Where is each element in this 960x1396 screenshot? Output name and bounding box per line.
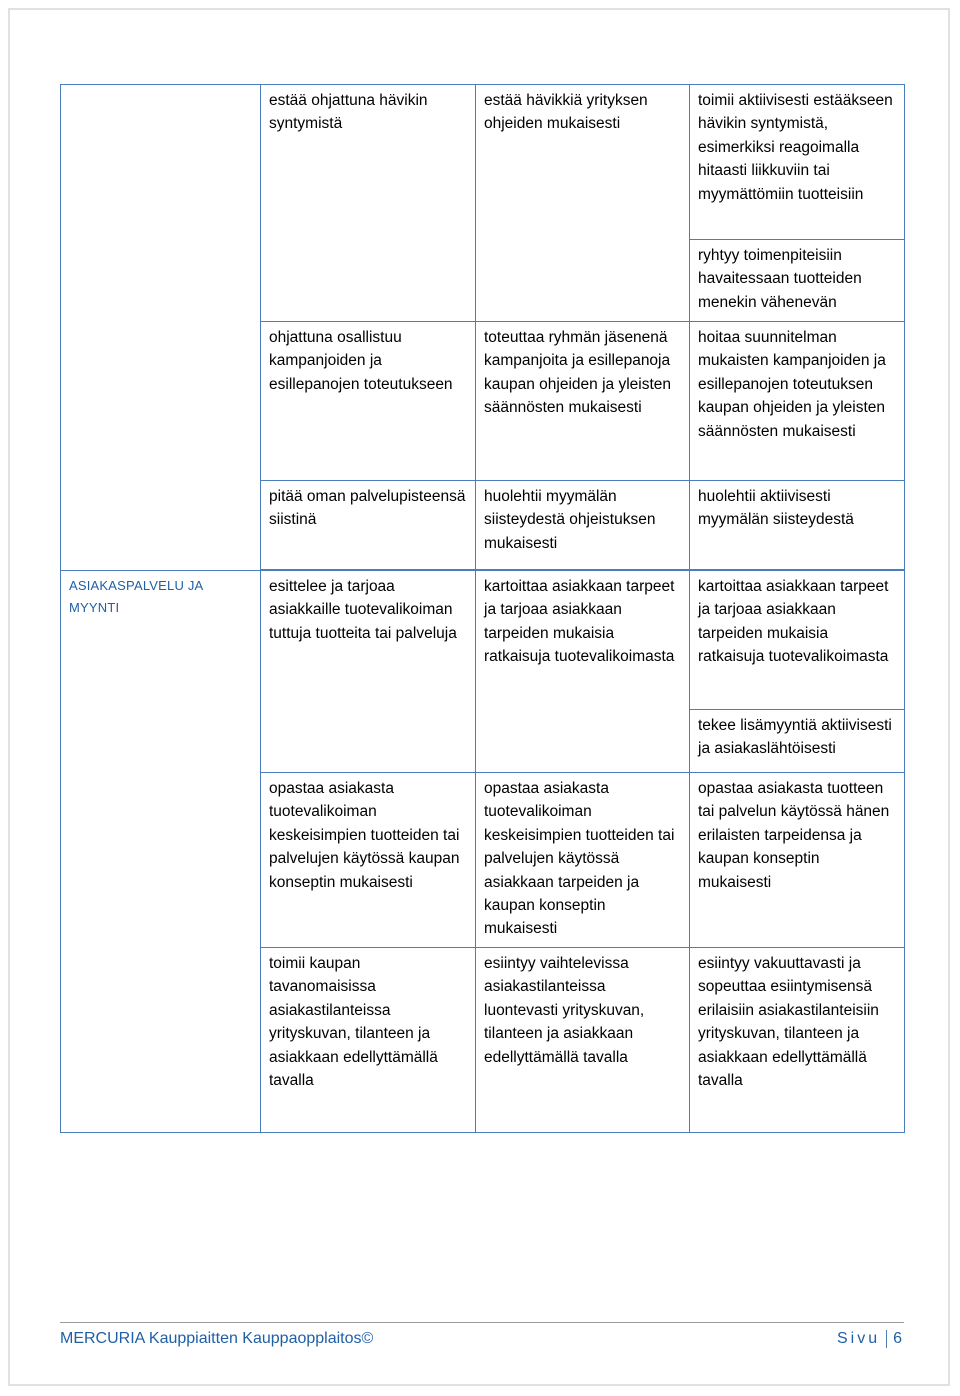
cell-level2: estää hävikkiä yrityksen ohjeiden mukaisesti [476, 85, 690, 322]
table-row [61, 571, 905, 710]
cell-level3: toimii aktiivisesti estääkseen hävikin syntymistä, esimerkiksi reagoimalla hitaasti liikkuviin tai myymättömiin tuotteisiin [690, 85, 905, 240]
table-row [61, 85, 905, 240]
cell-level3: hoitaa suunnitelman mukaisten kampanjoiden ja esillepanojen toteutuksen kaupan ohjeiden ja yleisten säännösten mukaisesti [690, 322, 905, 481]
section-label-cell [61, 571, 261, 1133]
cell-level3: ryhtyy toimenpiteisiin havaitessaan tuotteiden menekin vähenevän [690, 239, 905, 321]
page-number: 6 [893, 1330, 902, 1348]
cell-level1: ohjattuna osallistuu kampanjoiden ja esillepanojen toteutukseen [261, 322, 476, 481]
cell-level1: esittelee ja tarjoaa asiakkaille tuotevalikoiman tuttuja tuotteita tai palveluja [261, 571, 476, 773]
cell-level1: opastaa asiakasta tuotevalikoiman keskeisimpien tuotteiden tai palvelujen käytössä kaupan konseptin mukaisesti [261, 773, 476, 948]
section-label: ASIAKASPALVELU JA MYYNTI [69, 578, 203, 615]
cell-level3: esiintyy vakuuttavasti ja sopeuttaa esiintymisensä erilaisiin asiakastilanteisiin yrityskuvan, tilanteen ja asiakkaan edellyttämällä tavalla [690, 948, 905, 1133]
cell-level2: huolehtii myymälän siisteydestä ohjeistuksen mukaisesti [476, 481, 690, 570]
cell-level1: pitää oman palvelupisteensä siistinä [261, 481, 476, 570]
cell-level3: huolehtii aktiivisesti myymälän siisteydestä [690, 481, 905, 570]
criteria-table [60, 84, 905, 1133]
cell-level2: toteuttaa ryhmän jäsenenä kampanjoita ja esillepanoja kaupan ohjeiden ja yleisten säännösten mukaisesti [476, 322, 690, 481]
page-word: Sivu [836, 1330, 881, 1348]
cell-level2: opastaa asiakasta tuotevalikoiman keskeisimpien tuotteiden tai palvelujen käytössä asiakkaan tarpeiden ja kaupan konseptin mukaisesti [476, 773, 690, 948]
cell-level1: estää ohjattuna hävikin syntymistä [261, 85, 476, 322]
section-cell-empty [61, 85, 261, 571]
cell-level2: esiintyy vaihtelevissa asiakastilanteissa luontevasti yrityskuvan, tilanteen ja asiakkaan edellyttämällä tavalla [476, 948, 690, 1133]
footer-publisher: MERCURIA Kauppiaitten Kauppaopplaitos© [60, 1330, 374, 1347]
footer-page [837, 1330, 902, 1348]
page-separator [886, 1330, 887, 1348]
cell-level3: opastaa asiakasta tuotteen tai palvelun käytössä hänen erilaisten tarpeidensa ja kaupan konseptin mukaisesti [690, 773, 905, 948]
cell-level1: toimii kaupan tavanomaisissa asiakastilanteissa yrityskuvan, tilanteen ja asiakkaan edellyttämällä tavalla [261, 948, 476, 1133]
footer-divider [60, 1322, 904, 1323]
cell-level3: tekee lisämyyntiä aktiivisesti ja asiakaslähtöisesti [690, 710, 905, 773]
cell-level3: kartoittaa asiakkaan tarpeet ja tarjoaa asiakkaan tarpeiden mukaisia ratkaisuja tuotevalikoimasta [690, 571, 905, 710]
cell-level2: kartoittaa asiakkaan tarpeet ja tarjoaa asiakkaan tarpeiden mukaisia ratkaisuja tuotevalikoimasta [476, 571, 690, 773]
